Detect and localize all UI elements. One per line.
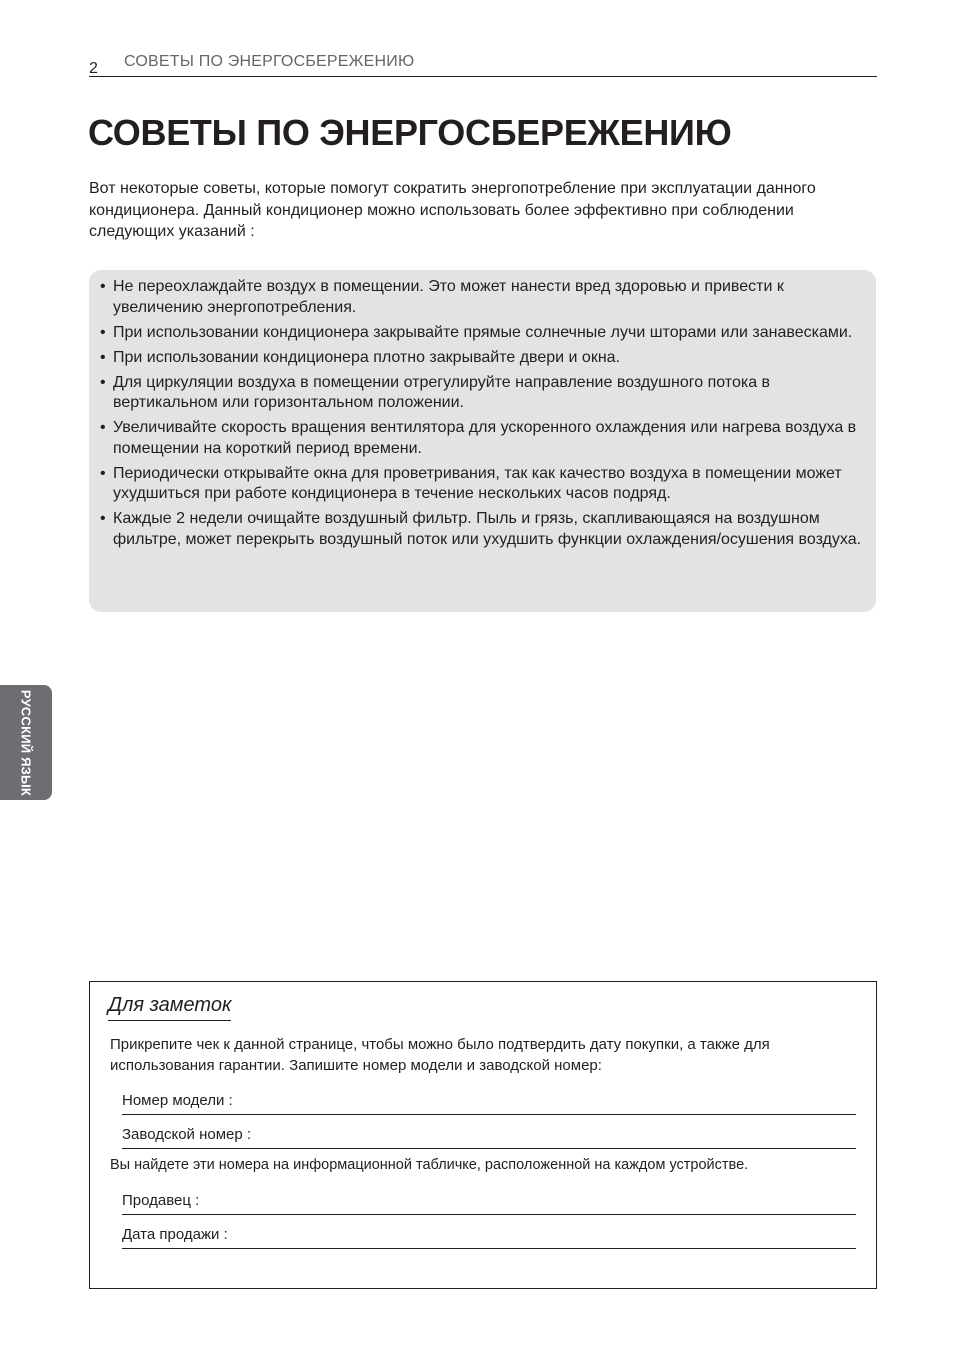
bullet-icon: • (100, 323, 106, 341)
list-item (89, 348, 876, 369)
bullet-icon: • (100, 419, 106, 436)
list-item (89, 464, 876, 505)
tips-box (89, 270, 876, 612)
tip-text: При использовании кондиционера плотно закрывайте двери и окна. (113, 348, 621, 366)
list-item (89, 373, 876, 414)
notes-info-text: Вы найдете эти номера на информационной табличке, расположенной на каждом устройстве. (110, 1157, 749, 1173)
bullet-icon: • (100, 510, 106, 527)
list-item (89, 418, 876, 459)
intro-paragraph: Вот некоторые советы, которые помогут сократить энергопотребление при эксплуатации данного кондиционера. Данный кондиционер можно использовать более эффективно при соблюдении следующих указаний : (89, 180, 816, 240)
notes-box (89, 981, 877, 1289)
tip-text: Каждые 2 недели очищайте воздушный фильтр. Пыль и грязь, скапливающаяся на воздушном фильтре, может перекрыть воздушный поток или ухудшить функции охлаждения/осушения воздуха. (113, 510, 862, 548)
tip-text: При использовании кондиционера закрывайте прямые солнечные лучи шторами или занавесками. (113, 323, 853, 341)
dealer-label: Продавец : (122, 1192, 200, 1209)
tip-text: Для циркуляции воздуха в помещении отрегулируйте направление воздушного потока в вертикальном или горизонтальном положении. (113, 373, 771, 411)
notes-text: Прикрепите чек к данной странице, чтобы можно было подтвердить дату покупки, а также для использования гарантии. Запишите номер модели и заводской номер: (110, 1036, 770, 1074)
purchase-date-label: Дата продажи : (122, 1226, 228, 1243)
model-number-field (122, 1086, 856, 1115)
tips-list (89, 277, 876, 550)
serial-number-label: Заводской номер : (122, 1126, 252, 1143)
list-item (89, 323, 876, 344)
list-item (89, 277, 876, 318)
page-title: СОВЕТЫ ПО ЭНЕРГОСБЕРЕЖЕНИЮ (88, 112, 732, 153)
bullet-icon: • (100, 348, 106, 366)
bullet-icon: • (100, 278, 106, 295)
model-number-label: Номер модели : (122, 1092, 233, 1109)
tip-text: Не переохлаждайте воздух в помещении. Это может нанести вред здоровью и привести к увеличению энергопотребления. (113, 278, 784, 316)
tip-text: Увеличивайте скорость вращения вентилятора для ускоренного охлаждения или нагрева воздуха в помещении на короткий период времени. (113, 419, 857, 457)
bullet-icon: • (100, 464, 106, 482)
page-header (89, 52, 877, 77)
tip-text: Периодически открывайте окна для проветривания, так как качество воздуха в помещении может ухудшиться при работе кондиционера в течение нескольких часов подряд. (113, 464, 842, 502)
notes-title: Для заметок (108, 994, 231, 1021)
purchase-date-field (122, 1220, 856, 1249)
header-section-title: СОВЕТЫ ПО ЭНЕРГОСБЕРЕЖЕНИЮ (124, 53, 415, 70)
page-number: 2 (89, 60, 98, 77)
bullet-icon: • (100, 373, 106, 391)
language-tab (0, 685, 52, 800)
dealer-field (122, 1186, 856, 1215)
list-item (89, 509, 876, 550)
language-tab-label: РУССКИЙ ЯЗЫК (18, 689, 34, 796)
serial-number-field (122, 1120, 856, 1149)
